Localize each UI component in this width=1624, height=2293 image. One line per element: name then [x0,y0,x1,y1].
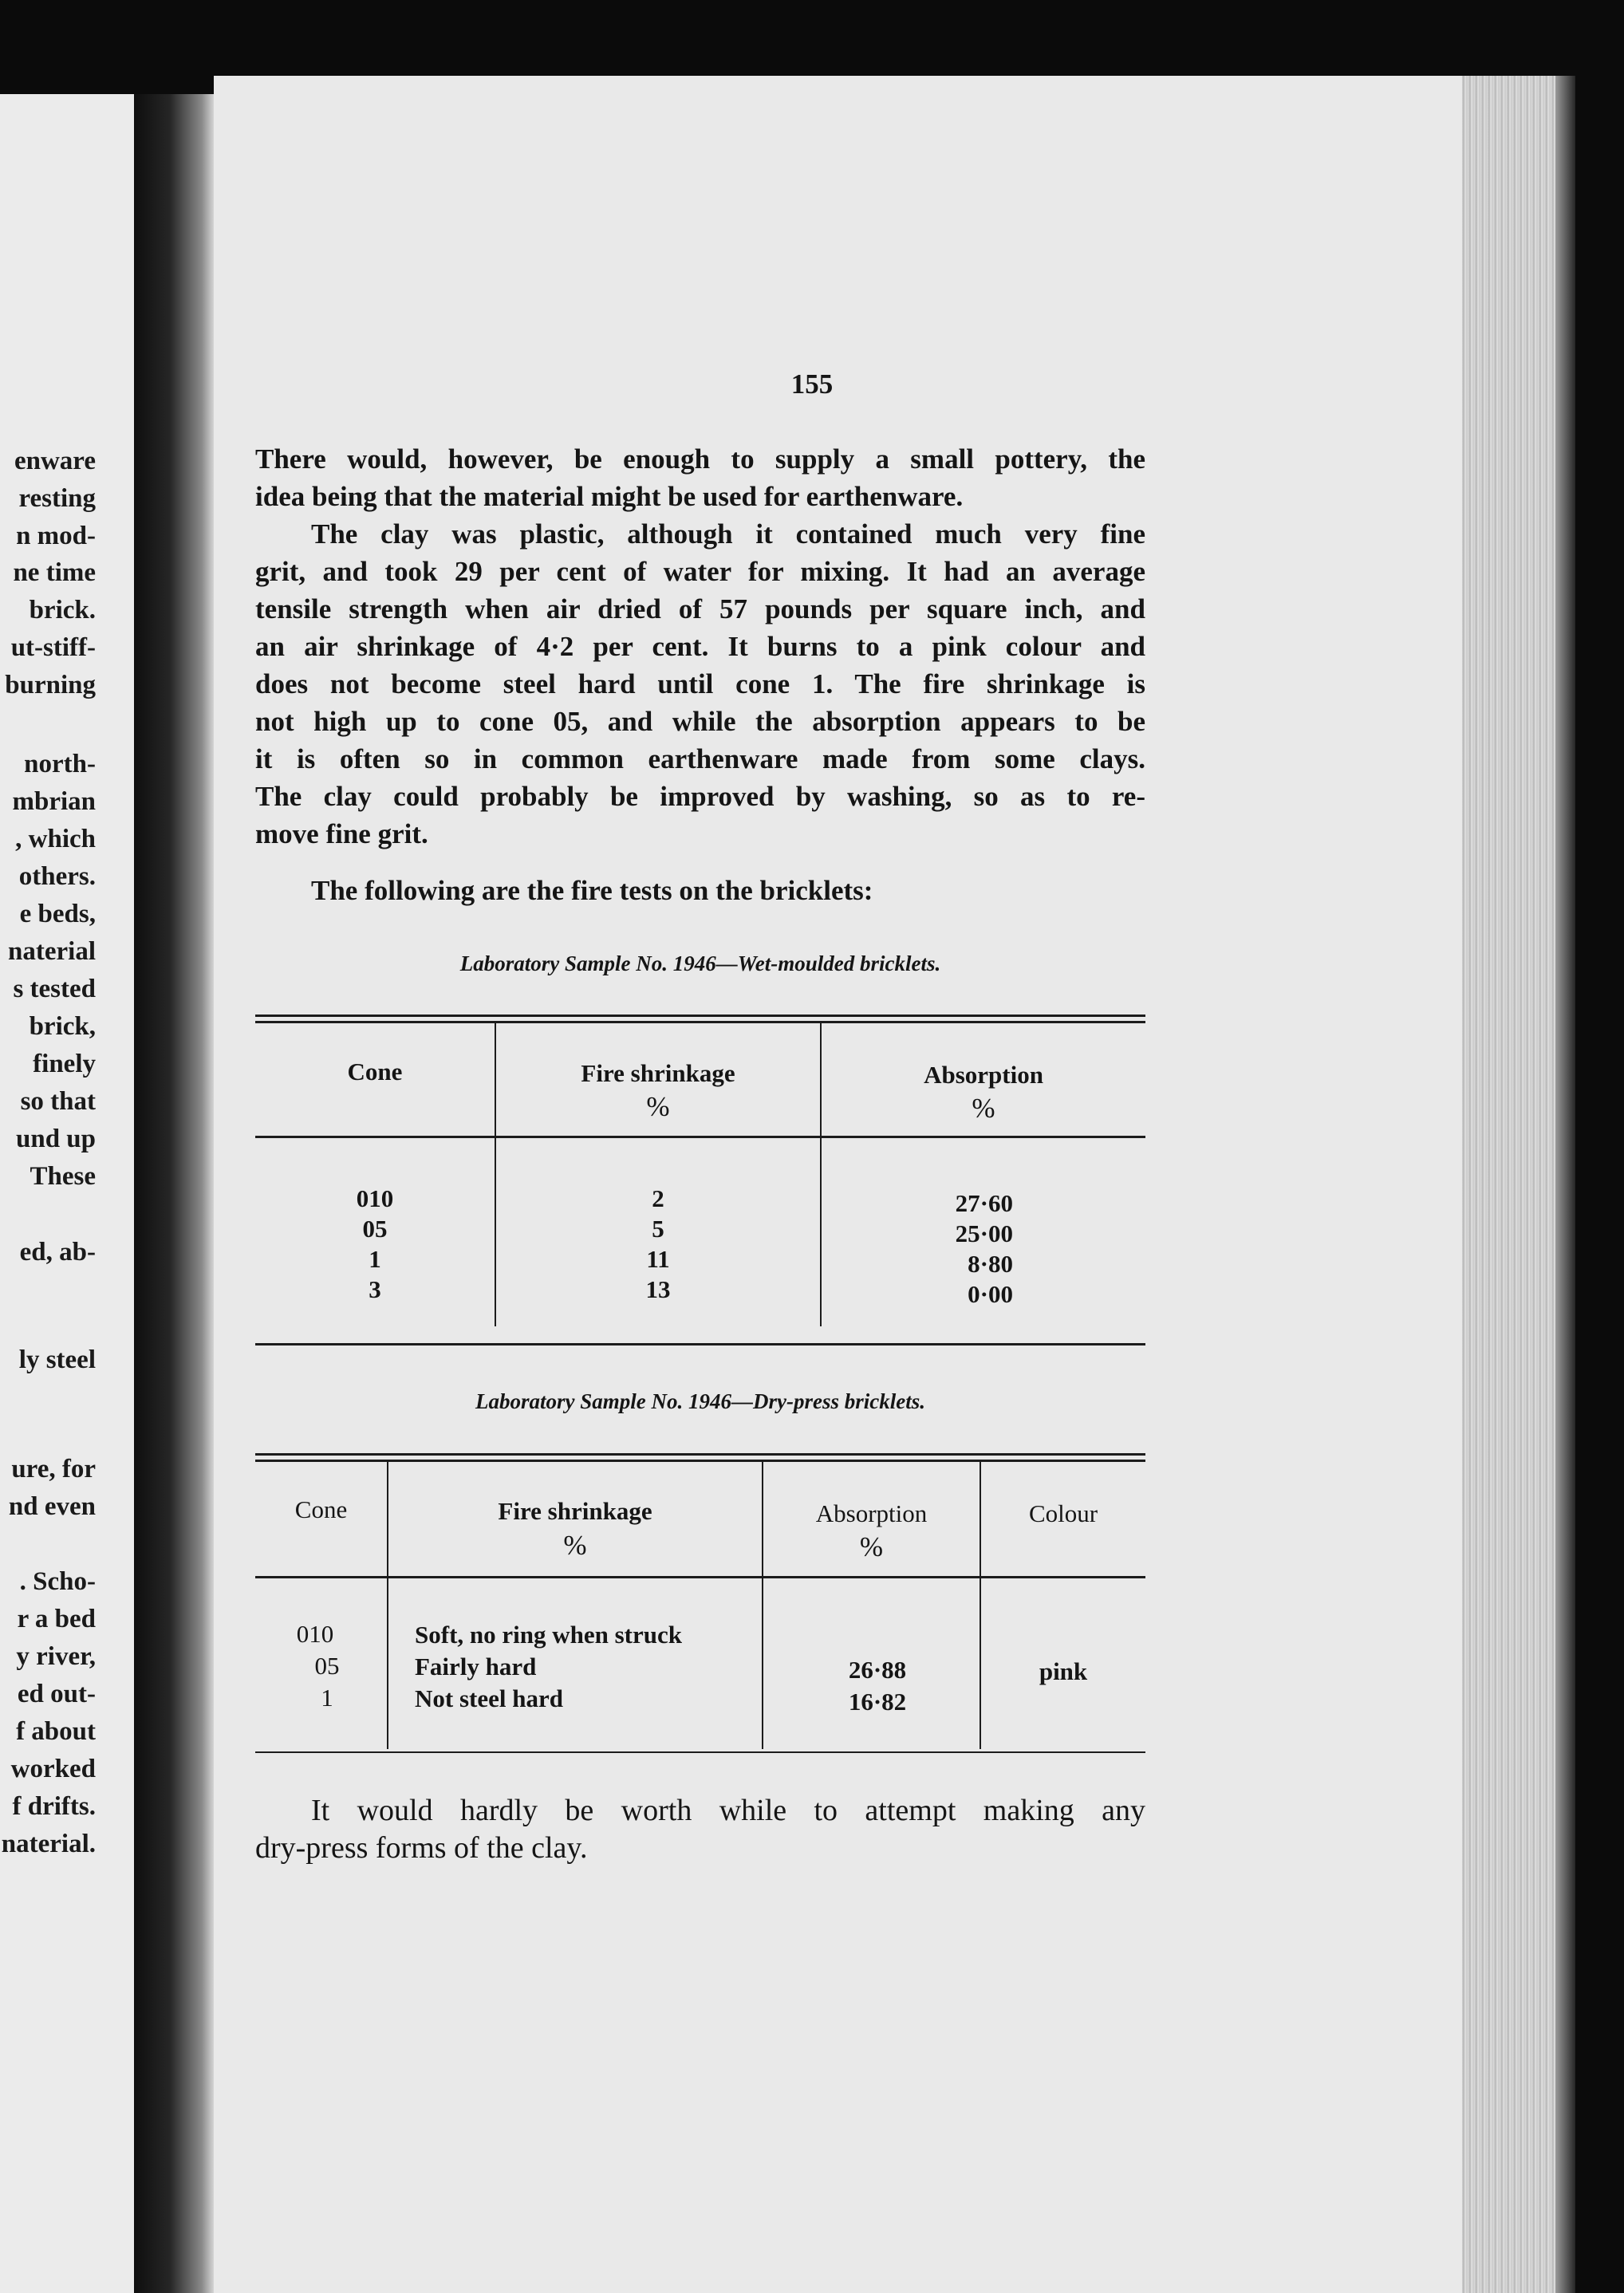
table2-cell-shrinkage: Fairly hard [415,1653,537,1680]
left-page-line: . Scho- [19,1567,96,1596]
table1-cell-cone: 3 [369,1275,381,1303]
text-line: tensile strength when air dried of 57 pounds per square inch, and [255,593,1145,624]
left-page-line: ne time [13,558,96,587]
table2-header-shrinkage: Fire shrinkage [498,1497,652,1525]
left-page-line: naterial. [1,1830,96,1858]
left-page-line: s tested [13,975,96,1003]
table1-header-cone: Cone [347,1058,403,1085]
text-line: It would hardly be worth while to attempt making any [311,1794,1145,1827]
text-line: The following are the fire tests on the bricklets: [311,875,873,906]
text-line: it is often so in common earthenware made from some clays. [255,743,1145,774]
table2-caption: Laboratory Sample No. 1946—Dry-press bricklets. [475,1389,925,1413]
paragraph-2 [255,515,1145,853]
left-page-line: north- [24,750,96,778]
table1-header-absorption: Absorption [924,1061,1043,1089]
left-page-line: These [30,1162,96,1191]
left-page-line: ed out- [17,1680,96,1708]
text-line: an air shrinkage of 4·2 per cent. It burns to a pink colour and [255,631,1145,662]
table1-header-absorption-unit: % [972,1093,995,1124]
left-page-line: , which [15,825,96,853]
table2-header-rule [255,1576,1145,1578]
table1-cell-cone: 010 [356,1184,394,1212]
table2-header-cone: Cone [294,1495,348,1523]
page-number: 155 [790,368,834,400]
table1-caption: Laboratory Sample No. 1946—Wet-moulded bricklets. [459,951,941,975]
left-facing-page [0,94,134,2293]
table2-header-absorption-unit: % [859,1531,884,1562]
table1-cell-cone: 1 [369,1245,381,1273]
text-line: move fine grit. [255,818,428,849]
page-fore-edge-shadow [1555,76,1575,2293]
table2-header-absorption: Absorption [815,1499,928,1527]
table2-header-colour: Colour [1028,1499,1098,1527]
left-page-line: ure, for [11,1455,96,1483]
table2-cell-colour: pink [1039,1657,1088,1685]
page-fore-edge [1462,76,1570,2293]
table1-cell-absorption: 25·00 [955,1219,1013,1247]
table2-cell-shrinkage: Not steel hard [415,1684,563,1712]
table2-top-rule [255,1460,1145,1462]
text-line: There would, however, be enough to supply a small pottery, the [255,443,1145,475]
text-line: not high up to cone 05, and while the absorption appears to be [255,706,1145,737]
left-page-line: so that [20,1087,96,1116]
left-page-line: und up [15,1125,96,1153]
table2-cell-cone: 1 [321,1684,333,1712]
left-page-line: brick. [29,596,96,624]
left-page-line: n mod- [16,522,96,550]
table1-cell-shrinkage: 2 [652,1184,664,1212]
table1-cell-absorption: 0·00 [968,1280,1013,1308]
table1-top-rule [255,1015,1145,1017]
table2-cell-cone: 010 [296,1620,334,1648]
left-page-line: finely [33,1050,96,1078]
left-page-line: brick, [29,1012,96,1041]
text-line: The clay was plastic, although it contained much very fine [311,518,1145,550]
text-line: grit, and took 29 per cent of water for mixing. It had an average [255,556,1145,587]
table1-cell-shrinkage: 5 [652,1215,664,1243]
left-page-line: naterial [8,937,96,966]
left-page-line: others. [18,862,96,891]
table1-cell-absorption: 27·60 [955,1189,1013,1217]
left-page-line: ed, ab- [19,1238,96,1267]
table2-cell-shrinkage: Soft, no ring when struck [415,1621,683,1649]
table1-cell-shrinkage: 11 [646,1245,670,1273]
table1-cell-cone: 05 [362,1215,388,1243]
left-page-line: enware [14,447,96,475]
table1-header-shrinkage-unit: % [646,1091,670,1122]
left-page-line: e beds, [19,900,96,928]
text-line: The clay could probably be improved by washing, so as to re- [255,781,1145,812]
left-page-line: burning [5,671,96,699]
text-line: does not become steel hard until cone 1. The fire shrinkage is [255,668,1145,699]
table2-header-shrinkage-unit: % [563,1530,587,1561]
left-page-line: resting [18,484,96,513]
text-line: dry-press forms of the clay. [255,1831,588,1865]
left-page-line: f about [16,1717,96,1746]
table1-bottom-rule [255,1343,1145,1345]
table1-header-shrinkage: Fire shrinkage [581,1059,735,1087]
table1-cell-absorption: 8·80 [968,1250,1013,1278]
table2-bottom-rule [255,1751,1145,1753]
table2-cell-absorption: 16·82 [848,1688,907,1716]
paragraph-3 [255,872,1145,909]
left-page-line: y river, [16,1642,96,1671]
table1-cell-shrinkage: 13 [645,1275,671,1303]
left-page-line: worked [10,1755,96,1783]
left-page-line: ut-stiff- [10,633,96,662]
table1-header-rule [255,1136,1145,1138]
table2-top-rule [255,1453,1145,1456]
left-page-line: ly steel [18,1345,96,1374]
left-page-line: nd even [8,1492,96,1521]
left-page-line: mbrian [12,787,96,816]
paragraph-1 [255,440,1145,515]
text-line: idea being that the material might be used for earthenware. [255,481,964,512]
book-gutter [134,94,214,2293]
table2-cell-absorption: 26·88 [848,1656,907,1684]
table2-cell-cone: 05 [314,1652,340,1680]
paragraph-4 [255,1792,1145,1867]
table1-top-rule [255,1021,1145,1023]
left-page-line: r a bed [17,1605,96,1633]
left-page-line: f drifts. [12,1792,96,1821]
